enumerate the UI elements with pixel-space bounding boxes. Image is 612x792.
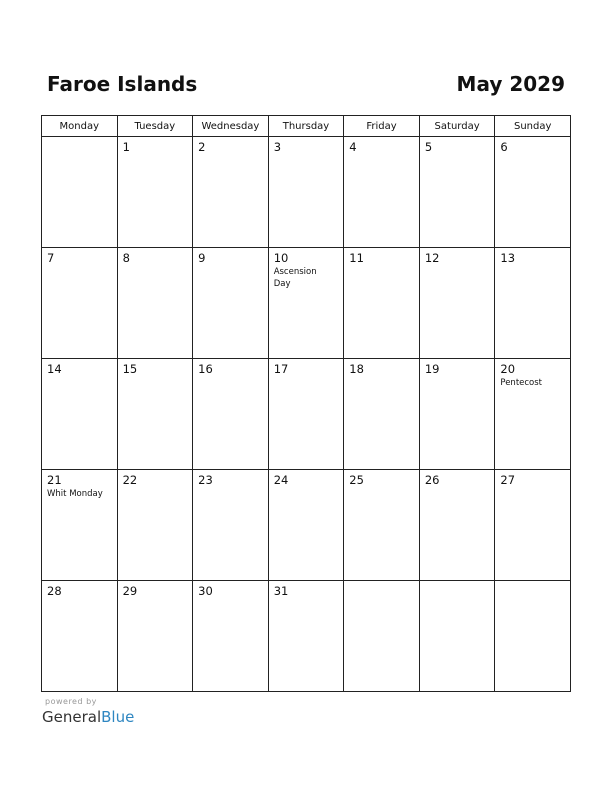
day-number: 10 (273, 251, 289, 265)
day-number: 12 (424, 251, 440, 265)
day-cell (495, 581, 571, 692)
day-cell (117, 248, 193, 359)
holiday-label: Whit Monday (47, 489, 103, 499)
holiday-label (344, 154, 411, 155)
day-cell (344, 470, 420, 581)
holiday-label (344, 487, 411, 488)
holiday-label (193, 265, 260, 266)
day-number: 17 (273, 362, 289, 376)
brand-name-part2: Blue (101, 708, 135, 726)
holiday-label (118, 265, 185, 266)
holiday-label (118, 154, 185, 155)
day-number: 28 (47, 584, 62, 598)
day-number: 1 (122, 140, 130, 154)
weekday-header-friday: Friday (344, 116, 420, 137)
day-cell (495, 470, 571, 581)
holiday-label (344, 376, 411, 377)
day-cell (268, 470, 344, 581)
day-cell (268, 137, 344, 248)
day-number: 20 (500, 362, 516, 376)
day-cell (42, 359, 118, 470)
day-number: 29 (122, 584, 138, 598)
day-cell (344, 359, 420, 470)
day-cell (42, 137, 118, 248)
day-cell (193, 581, 269, 692)
holiday-label (42, 598, 109, 599)
day-cell (117, 470, 193, 581)
calendar-week-row (42, 359, 571, 470)
day-cell (117, 137, 193, 248)
day-cell (419, 248, 495, 359)
day-cell (495, 359, 571, 470)
day-cell (42, 470, 118, 581)
day-cell (344, 581, 420, 692)
holiday-label (420, 265, 487, 266)
day-cell (268, 359, 344, 470)
day-cell (117, 581, 193, 692)
month-year-title: May 2029 (456, 72, 565, 96)
day-cell (193, 137, 269, 248)
weekday-header-monday: Monday (42, 116, 118, 137)
holiday-label (118, 376, 185, 377)
day-number: 19 (424, 362, 440, 376)
calendar-week-row (42, 470, 571, 581)
holiday-label (495, 265, 562, 266)
day-cell (193, 470, 269, 581)
weekday-header-row (42, 116, 571, 137)
day-cell (344, 248, 420, 359)
day-cell (193, 359, 269, 470)
weekday-header-wednesday: Wednesday (193, 116, 269, 137)
holiday-label: Ascension Day (273, 267, 317, 289)
day-cell (419, 359, 495, 470)
day-cell (419, 137, 495, 248)
holiday-label (193, 487, 260, 488)
holiday-label (420, 584, 487, 585)
day-number: 25 (349, 473, 364, 487)
day-cell (268, 581, 344, 692)
day-number: 18 (349, 362, 364, 376)
holiday-label (193, 376, 260, 377)
day-number: 8 (122, 251, 130, 265)
holiday-label (495, 487, 562, 488)
day-cell (268, 248, 344, 359)
holiday-label (118, 598, 185, 599)
day-number: 14 (47, 362, 62, 376)
holiday-label: Pentecost (500, 378, 543, 388)
brand-logo (42, 708, 134, 726)
holiday-label (269, 598, 336, 599)
day-number: 6 (500, 140, 508, 154)
day-cell (495, 137, 571, 248)
holiday-label (344, 584, 411, 585)
holiday-label (269, 376, 336, 377)
calendar-grid (41, 115, 571, 692)
day-number: 2 (198, 140, 206, 154)
day-number: 30 (198, 584, 213, 598)
holiday-label (420, 154, 487, 155)
weekday-header-thursday: Thursday (268, 116, 344, 137)
day-number: 5 (424, 140, 433, 154)
brand-name-part1: General (42, 708, 102, 726)
day-cell (419, 581, 495, 692)
calendar-body (42, 137, 571, 692)
holiday-label (193, 154, 260, 155)
day-number: 21 (47, 473, 62, 487)
day-cell (117, 359, 193, 470)
calendar-week-row (42, 581, 571, 692)
holiday-label (42, 376, 109, 377)
day-number: 9 (198, 251, 206, 265)
holiday-label (193, 598, 260, 599)
day-number: 11 (349, 251, 364, 265)
holiday-label (269, 154, 336, 155)
calendar-week-row (42, 137, 571, 248)
holiday-label (420, 376, 487, 377)
day-number: 31 (273, 584, 289, 598)
day-number: 23 (198, 473, 213, 487)
calendar-week-row (42, 248, 571, 359)
day-number: 24 (273, 473, 289, 487)
day-cell (193, 248, 269, 359)
day-cell (495, 248, 571, 359)
day-cell (42, 248, 118, 359)
day-number: 7 (47, 251, 55, 265)
holiday-label (42, 140, 109, 141)
weekday-header-saturday: Saturday (419, 116, 495, 137)
powered-by-text: powered by (45, 697, 97, 706)
day-number: 27 (500, 473, 516, 487)
day-number: 13 (500, 251, 516, 265)
day-number: 16 (198, 362, 213, 376)
holiday-label (344, 265, 411, 266)
day-number: 22 (122, 473, 138, 487)
holiday-label (420, 487, 487, 488)
weekday-header-sunday: Sunday (495, 116, 571, 137)
holiday-label (495, 584, 562, 585)
day-number: 15 (122, 362, 138, 376)
day-cell (42, 581, 118, 692)
weekday-header-tuesday: Tuesday (117, 116, 193, 137)
holiday-label (118, 487, 185, 488)
country-title: Faroe Islands (47, 72, 198, 96)
day-cell (344, 137, 420, 248)
holiday-label (42, 265, 109, 266)
day-number: 3 (273, 140, 282, 154)
day-number: 26 (424, 473, 440, 487)
day-cell (419, 470, 495, 581)
holiday-label (495, 154, 562, 155)
holiday-label (269, 487, 336, 488)
day-number: 4 (349, 140, 357, 154)
